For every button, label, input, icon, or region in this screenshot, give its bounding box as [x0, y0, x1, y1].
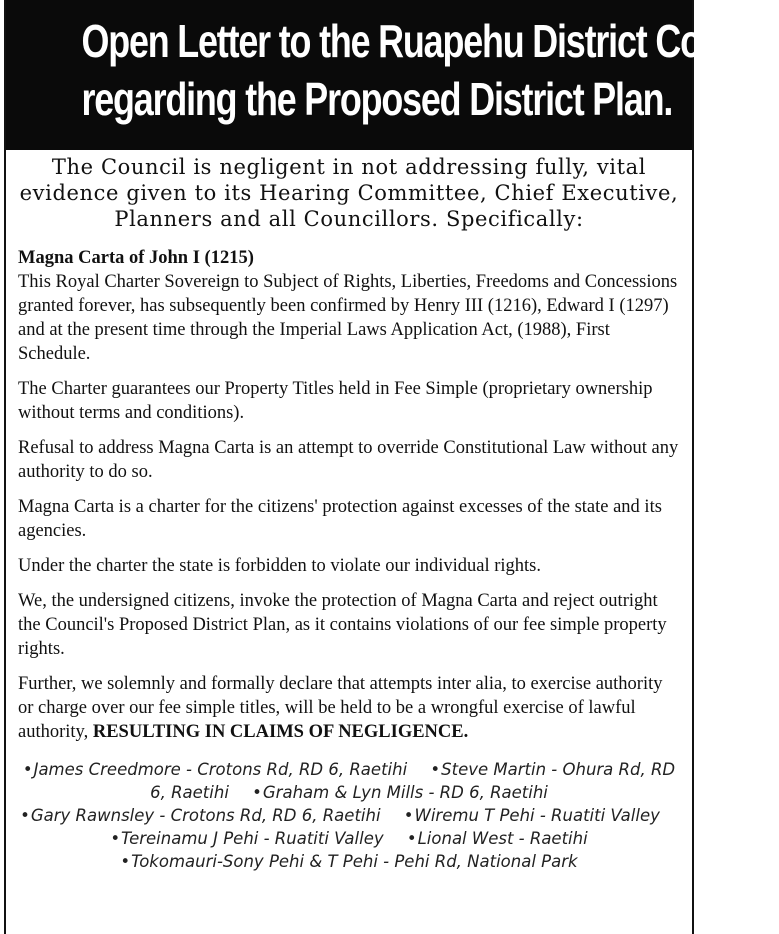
- paragraph-protection: Magna Carta is a charter for the citizens' protection against excesses of the state and its agencies.: [18, 497, 662, 541]
- title-banner: [6, 0, 779, 150]
- banner-title-line-1: Open Letter to the Ruapehu District Council: [81, 15, 779, 67]
- paragraph-property-titles: The Charter guarantees our Property Titles held in Fee Simple (proprietary ownership without terms and conditions).: [18, 379, 653, 423]
- paragraph-declaration: [18, 672, 682, 744]
- paragraph-charter: This Royal Charter Sovereign to Subject of Rights, Liberties, Freedoms and Concessions granted forever, has subsequently been confirmed by Henry III (1216), Edward I (1297) and at the present time through the Imperial Laws Application Act, (1988), First Schedule.: [18, 272, 678, 364]
- signatory: • Steve Martin - Ohura Rd, RD 6, Raetihi: [150, 760, 675, 802]
- signatory: • James Creedmore - Crotons Rd, RD 6, Raetihi: [23, 760, 407, 779]
- signatories-list: [6, 758, 692, 873]
- paragraph-refusal: Refusal to address Magna Carta is an attempt to override Constitutional Law without any authority to do so.: [18, 438, 679, 482]
- signatory: • Tokomauri-Sony Pehi & T Pehi - Pehi Rd, National Park: [120, 852, 577, 871]
- intro-statement: The Council is negligent in not addressing fully, vital evidence given to its Hearing Committee, Chief Executive, Planners and all Councillors. Specifically:: [19, 155, 679, 231]
- signatory: • Wiremu T Pehi - Ruatiti Valley: [404, 806, 660, 825]
- declaration-text: Further, we solemnly and formally declare that attempts inter alia, to exercise authority or charge over our fee simple titles, will be held to be a wrongful exercise of lawful authority,: [18, 674, 663, 742]
- signatory: • Graham & Lyn Mills - RD 6, Raetihi: [252, 783, 548, 802]
- paragraph-invoke: We, the undersigned citizens, invoke the protection of Magna Carta and reject outright the Council's Proposed District Plan, as it contains violations of our fee simple property rights.: [18, 591, 667, 659]
- signatory: • Tereinamu J Pehi - Ruatiti Valley: [110, 829, 383, 848]
- signatory: • Gary Rawnsley - Crotons Rd, RD 6, Raetihi: [20, 806, 380, 825]
- banner-title-line-2: regarding the Proposed District Plan.: [81, 73, 673, 125]
- letter-body: [6, 246, 692, 744]
- declaration-emphasis: RESULTING IN CLAIMS OF NEGLIGENCE.: [92, 722, 469, 742]
- signatory: • Lional West - Raetihi: [407, 829, 588, 848]
- section-heading: Magna Carta of John I (1215): [18, 248, 254, 268]
- paragraph-individual-rights: Under the charter the state is forbidden to violate our individual rights.: [18, 556, 541, 576]
- advertisement-page: [4, 0, 779, 934]
